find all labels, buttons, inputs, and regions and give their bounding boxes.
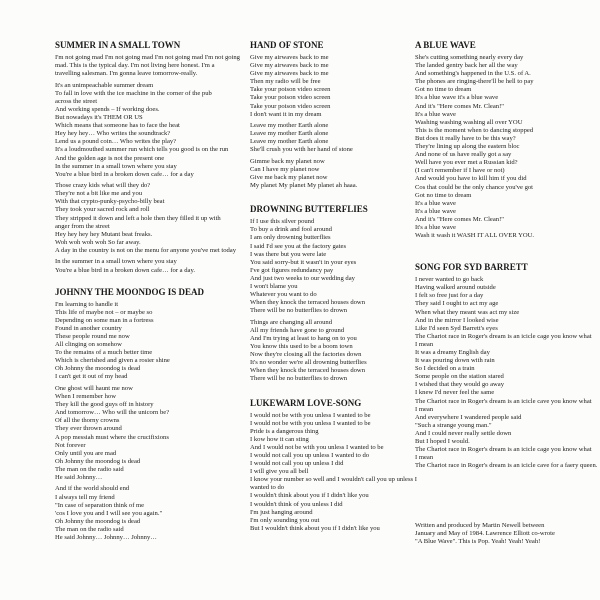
lyric-line: This life of maybe not – or maybe so bbox=[55, 308, 153, 316]
song bbox=[415, 262, 600, 470]
lyric-line: I wouldn't think about you if I didn't like you bbox=[250, 492, 369, 500]
lyric-line: It's a loudmouthed summer run which tells you good is on the run bbox=[55, 146, 229, 154]
lyric-line: And would you have to kill him if you did bbox=[415, 175, 527, 183]
lyric-line: When they knock the terraced houses down bbox=[250, 299, 365, 307]
lyric-line: She's cutting something nearly every day bbox=[415, 54, 524, 61]
song bbox=[250, 40, 420, 190]
lyric-line: Things are changing all around bbox=[250, 318, 333, 326]
lyric-line: I kow how it can sting bbox=[250, 435, 309, 443]
lyric-line: You're a blue bird in a broken down cafe… for a day bbox=[55, 170, 194, 178]
lyric-line: Gimme back my planet now bbox=[250, 157, 325, 165]
lyric-line: To fall in love with the ice machine in the corner of the pub bbox=[55, 89, 212, 97]
lyric-line: Oh Johnny the moondog is dead bbox=[55, 457, 141, 465]
lyric-line: I knew I'd never feel the same bbox=[415, 389, 495, 397]
lyric-line: Only until you are mad bbox=[55, 449, 117, 457]
lyric-line: Give my airwaves back to me bbox=[250, 54, 329, 61]
lyric-line: When they knock the terraced houses down bbox=[250, 367, 365, 375]
lyric-line: In the summer in a small town where you stay bbox=[55, 162, 177, 170]
lyric-line: Woh woh woh woh So far away. bbox=[55, 238, 141, 246]
lyric-line: It's a blue wave bbox=[415, 223, 456, 231]
lyric-line: Give me back my planet now bbox=[250, 174, 328, 182]
lyric-line: Cos that could be the only chance you've got bbox=[415, 183, 534, 191]
song bbox=[250, 398, 420, 533]
lyric-line: And the golden age is not the present one bbox=[55, 154, 165, 162]
stanza bbox=[55, 385, 250, 482]
lyric-line: Got no time to dream bbox=[415, 191, 472, 199]
lyric-line: It's an unimpeachable summer dream bbox=[55, 81, 154, 89]
lyric-line: Pride is a dangerous thing bbox=[250, 427, 319, 435]
stanza bbox=[55, 54, 250, 78]
lyric-line: If I use this silver pound bbox=[250, 218, 315, 226]
lyric-line: I'm learning to handle it bbox=[55, 300, 119, 308]
lyric-line: I've got figures redundancy pay bbox=[250, 266, 334, 274]
lyric-line: Which is cherished and given a rosier shine bbox=[55, 357, 170, 365]
lyric-line: All clinging on somehow bbox=[55, 341, 122, 349]
song-title: DROWNING BUTTERFLIES bbox=[250, 204, 368, 215]
lyric-line: It's a blue wave bbox=[415, 110, 456, 118]
lyric-line: In the summer in a small town where you stay bbox=[55, 258, 177, 266]
lyric-line: Oh Johnny the moondog is dead bbox=[55, 517, 141, 525]
lyric-line: Like I'd seen Syd Barrett's eyes bbox=[415, 324, 498, 332]
lyric-line: The Chariot race in Roger's dream is an icicle cave you know what bbox=[415, 397, 592, 405]
lyric-line: Well have you ever met a Russian kid? bbox=[415, 159, 518, 167]
lyric-line: I would not call you up unless I wanted to do bbox=[250, 452, 370, 460]
lyric-line: It was pouring down with rain bbox=[415, 357, 495, 365]
lyric-line: Which means that someone has to face the heat bbox=[55, 122, 180, 130]
lyric-line: The Chariot race in Roger's dream is an icicle cage you know what bbox=[415, 446, 592, 454]
lyric-line: It's no wonder we're all drowning butterflies bbox=[250, 359, 367, 367]
lyric-line: The landed gentry back her all the way bbox=[415, 62, 518, 70]
lyric-line: 'cos I love you and I will see you again." bbox=[55, 509, 163, 517]
lyric-line: travelling salesman. I'm gonna leave tomorrow-really. bbox=[55, 70, 198, 78]
stanza bbox=[250, 122, 420, 154]
lyric-line: I said I'd see you at the factory gates bbox=[250, 242, 347, 250]
lyric-line: They're not a bit like me and you bbox=[55, 190, 143, 198]
lyric-line: I won't blame you bbox=[250, 283, 298, 291]
lyric-line: Found in another country bbox=[55, 324, 122, 332]
stanza bbox=[250, 412, 420, 533]
lyric-line: The Chariot race in Roger's dream is an icicle cage you know what bbox=[415, 332, 592, 340]
credits-line: Written and produced by Martin Newell between bbox=[415, 522, 545, 529]
lyric-line: I mean bbox=[415, 454, 434, 462]
lyric-line: I always tell my friend bbox=[55, 493, 115, 501]
lyric-line: Lend us a pound coin… Who writes the play? bbox=[55, 138, 177, 146]
song-title: HAND OF STONE bbox=[250, 40, 324, 50]
stanza bbox=[55, 258, 250, 274]
lyric-line: Oh Johnny the moondog is dead bbox=[55, 365, 141, 373]
lyric-line: Whatever you want to do bbox=[250, 291, 317, 299]
stanza bbox=[55, 182, 250, 255]
lyric-line: I can't get it out of my head bbox=[55, 373, 128, 381]
lyric-line: They ever thrown around bbox=[55, 425, 122, 433]
lyric-line: But nowadays it's THEM OR US bbox=[55, 114, 143, 122]
lyric-line: There will be no butterflies to drown bbox=[250, 375, 348, 383]
lyric-line: Can I have my planet now bbox=[250, 166, 320, 173]
lyric-line: But does it really have to be this way? bbox=[415, 134, 516, 142]
lyric-line: But I hoped I would. bbox=[415, 438, 470, 446]
lyric-line: You know this used to be a boom town bbox=[250, 343, 353, 351]
lyric-line: The man on the radio said bbox=[55, 465, 124, 473]
lyric-line: You're a blue bird in a broken down cafe… for a day. bbox=[55, 266, 195, 274]
lyric-line: The Chariot race in Roger's dream is an icicle cave for a faery queen. bbox=[415, 462, 598, 470]
song bbox=[55, 287, 250, 543]
lyric-line: across the street bbox=[55, 97, 98, 105]
lyric-line: And everywhere I wandered people said bbox=[415, 413, 522, 421]
lyric-line: And working spends – If working does. bbox=[55, 105, 160, 113]
lyric-line: I don't want it in my dream bbox=[250, 110, 322, 118]
stanza bbox=[250, 319, 420, 384]
lyric-line: He said Johnny… Johnny… Johnny… bbox=[55, 534, 157, 542]
lyric-line: I know your number so well and I wouldn't call you up unless I bbox=[250, 476, 417, 484]
lyric-line: Take your poison video screen bbox=[250, 94, 331, 102]
lyric-line: Leave my mother Earth alone bbox=[250, 122, 329, 130]
lyrics-column-right bbox=[415, 40, 600, 474]
lyric-line: It was a dreamy English day bbox=[415, 349, 490, 356]
lyric-line: The phones are ringing-there'll be hell to pay bbox=[415, 78, 534, 86]
lyric-line: And just two weeks to our wedding day bbox=[250, 274, 355, 282]
lyric-line: My planet My planet My planet ah haaa. bbox=[250, 182, 358, 190]
lyric-line: I felt so free just for a day bbox=[415, 292, 484, 300]
lyric-line: It's a blue wave bbox=[415, 199, 456, 207]
lyric-line: They stripped it down and left a hole then they filled it up with bbox=[55, 214, 221, 222]
lyric-line: Having walked around outside bbox=[415, 284, 496, 292]
lyric-line: "Such a strange young man." bbox=[415, 421, 492, 429]
lyric-line: I wouldn't think of you unless I did bbox=[250, 500, 343, 508]
lyric-line: They're lining up along the eastern bloc bbox=[415, 143, 520, 151]
lyric-line: Leave my mother Earth alone bbox=[250, 138, 329, 146]
lyric-line: And it's "Here comes Mr. Clean!" bbox=[415, 215, 504, 223]
lyric-line: Those crazy kids what will they do? bbox=[55, 182, 151, 190]
lyric-line: Wash it wash it WASH IT ALL OVER YOU. bbox=[415, 232, 535, 240]
lyric-line: I would not be with you unless I wanted to be bbox=[250, 419, 371, 427]
credits-line: January and May of 1984. Lawrence Elliott co-wrote bbox=[415, 530, 555, 538]
lyric-line: Take your poison video screen bbox=[250, 86, 331, 94]
lyric-line: wanted to do bbox=[250, 484, 285, 492]
lyric-line: A pop messiah must where the crucifixions bbox=[55, 433, 169, 441]
stanza bbox=[250, 218, 420, 315]
song bbox=[250, 204, 420, 383]
lyric-line: These people round me now bbox=[55, 332, 130, 340]
lyric-line: She'll crush you with her hand of stone bbox=[250, 146, 353, 154]
lyric-line: I would not call you up unless I did bbox=[250, 460, 344, 468]
song-title: LUKEWARM LOVE-SONG bbox=[250, 397, 362, 408]
song-title: JOHNNY THE MOONDOG IS DEAD bbox=[55, 286, 205, 297]
lyric-line: I was there but you were late bbox=[250, 250, 327, 258]
lyric-line: And I could never really settle down bbox=[415, 429, 512, 437]
lyric-line: "In case of separation think of me bbox=[55, 501, 145, 509]
lyric-line: I mean bbox=[415, 405, 434, 413]
lyric-line: And in the mirror I looked wise bbox=[415, 316, 499, 324]
lyric-line: A day in the country is not on the menu for anyone you've met today bbox=[55, 246, 237, 254]
lyric-line: They kill the good guys off in history bbox=[55, 401, 154, 409]
stanza bbox=[250, 54, 420, 119]
lyric-line: I never wanted to go back bbox=[415, 276, 484, 284]
lyric-line: There will be no butterflies to drown bbox=[250, 307, 348, 315]
lyric-line: One ghost will haunt me now bbox=[55, 384, 133, 392]
lyric-line: Give my airwaves back to me bbox=[250, 62, 329, 70]
lyric-line: They took your sacred rock and roll bbox=[55, 206, 150, 214]
lyric-line: And if the world should end bbox=[55, 485, 130, 493]
song-title: SUMMER IN A SMALL TOWN bbox=[55, 40, 181, 50]
lyric-line: Hey hey hey… Who writes the soundtrack? bbox=[55, 130, 171, 138]
lyric-line: He said Johnny… bbox=[55, 473, 103, 481]
lyric-line: This is the moment when to dancing stopped bbox=[415, 126, 534, 134]
lyric-line: And I would not be with you unless I wanted to be bbox=[250, 443, 384, 451]
lyric-line: When I remember how bbox=[55, 393, 116, 401]
lyric-line: Then my radio will be free bbox=[250, 78, 321, 86]
lyric-line: Washing washing washing all over YOU bbox=[415, 118, 523, 126]
credits-line: "A Blue Wave". This is Pop. Yeah! Yeah! Yeah! bbox=[415, 538, 541, 546]
stanza bbox=[55, 485, 250, 542]
stanza bbox=[415, 276, 600, 470]
song-title: SONG FOR SYD BARRETT bbox=[415, 262, 528, 273]
lyric-line: Leave my mother Earth alone bbox=[250, 130, 329, 138]
song-title: A BLUE WAVE bbox=[415, 40, 476, 50]
song bbox=[55, 40, 250, 275]
lyric-line: Got no time to dream bbox=[415, 86, 472, 94]
lyric-line: mad. This is the typical day. I'm not living here honest. I'm a bbox=[55, 62, 215, 70]
lyric-line: With that crypto-punky-psycho-billy beat bbox=[55, 198, 165, 206]
lyric-line: Give my airwaves back to me bbox=[250, 70, 329, 78]
lyric-line: To buy a drink and fool around bbox=[250, 226, 332, 234]
lyric-line: Now they're closing all the factories down bbox=[250, 351, 362, 359]
lyric-line: And something's happened in the U.S. of A. bbox=[415, 70, 531, 78]
stanza bbox=[250, 158, 420, 190]
song bbox=[415, 40, 600, 240]
stanza bbox=[55, 82, 250, 179]
lyrics-column-left bbox=[55, 40, 250, 546]
lyric-line: Depending on some man in a fortress bbox=[55, 316, 154, 324]
lyric-line: I'm just hanging around bbox=[250, 508, 313, 516]
lyric-line: Not forever bbox=[55, 441, 86, 449]
lyric-line: So I decided on a train bbox=[415, 365, 475, 373]
lyric-line: To the remains of a much better time bbox=[55, 349, 153, 357]
lyric-line: Take your poison video screen bbox=[250, 102, 331, 110]
production-credits bbox=[415, 522, 600, 546]
stanza bbox=[415, 54, 600, 240]
lyric-line: I am only drowning butterflies bbox=[250, 234, 331, 242]
lyrics-column-middle bbox=[250, 40, 420, 536]
lyric-line: Of all the thorny crowns bbox=[55, 417, 120, 425]
lyric-line: And it's "Here comes Mr. Clean!" bbox=[415, 102, 504, 110]
lyric-line: They said I ought to act my age bbox=[415, 300, 499, 308]
lyric-line: I mean bbox=[415, 340, 434, 348]
lyric-line: And tomorrow… Who will the unicorn be? bbox=[55, 409, 170, 417]
lyric-line: When what they meant was act my size bbox=[415, 308, 520, 316]
lyric-line: And I'm trying at least to hang on to you bbox=[250, 334, 357, 342]
lyric-line: I'm only sounding you out bbox=[250, 516, 320, 524]
lyric-line: I will give you all bell bbox=[250, 468, 309, 476]
lyric-line: Hey hey hey hey Mutant beat freaks. bbox=[55, 230, 153, 238]
lyric-line: (I can't remember if I have or not) bbox=[415, 167, 505, 175]
lyric-line: I wished that they would go away bbox=[415, 381, 504, 389]
lyric-line: Some people on the station stared bbox=[415, 373, 504, 381]
lyric-line: I would not be with you unless I wanted to be bbox=[250, 411, 371, 419]
lyric-line: All my friends have gone to ground bbox=[250, 326, 345, 334]
lyric-line: The man on the radio said bbox=[55, 525, 124, 533]
lyric-line: It's a blue wave it's a blue wave bbox=[415, 94, 499, 102]
lyric-line: And none of us have really got a say bbox=[415, 151, 512, 159]
lyric-line: It's a blue wave bbox=[415, 207, 456, 215]
lyric-line: anger from the street bbox=[55, 222, 110, 230]
lyric-line: You said sorry-but it wasn't in your eyes bbox=[250, 258, 357, 266]
lyric-line: I'm not going mad I'm not going mad I'm not going mad I'm not going bbox=[55, 54, 240, 61]
stanza bbox=[55, 301, 250, 382]
lyric-line: But I wouldn't think about you if I didn't like you bbox=[250, 524, 380, 532]
